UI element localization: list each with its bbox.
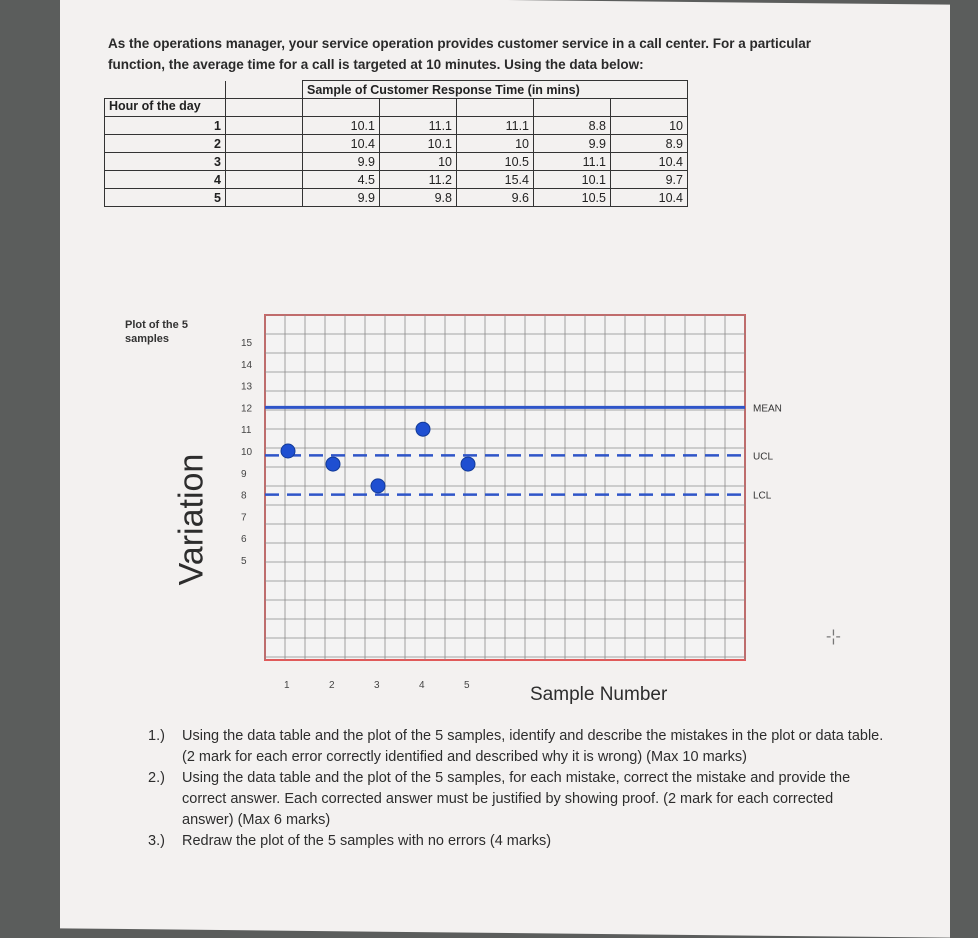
y-tick-label: 11 (241, 425, 252, 437)
x-tick-label: 3 (374, 680, 380, 691)
question-item: 1.) Using the data table and the plot of the 5 samples, identify and describe the mistakes in the plot or data table. (2 mark for each error correctly identified and described why it is wrong) (Max 10 marks) (148, 728, 884, 765)
y-tick-label: 14 (241, 359, 253, 371)
y-tick-label: 8 (241, 490, 247, 502)
y-tick-label: 13 (241, 381, 253, 393)
table-row: 4 4.5 11.2 15.4 10.1 9.7 (105, 171, 688, 189)
table-row: 5 9.9 9.8 9.6 10.5 10.4 (105, 189, 688, 207)
hour-header: Hour of the day (105, 99, 226, 117)
table-header-row (105, 81, 688, 99)
x-tick-label: 5 (464, 680, 470, 691)
y-tick-label: 9 (241, 468, 247, 480)
x-axis-title: Sample Number (530, 684, 668, 705)
data-point (281, 444, 295, 458)
y-tick-label: 12 (241, 403, 253, 415)
ucl-label: UCL (753, 451, 774, 463)
response-time-table (104, 80, 688, 207)
question-list (148, 726, 888, 852)
y-tick-label: 10 (241, 447, 253, 458)
control-chart (230, 310, 810, 705)
x-tick-label: 2 (329, 680, 335, 691)
data-point (416, 422, 430, 436)
question-item: 2.) Using the data table and the plot of the 5 samples, for each mistake, correct the mistake and provide the correct answer. Each corrected answer must be justified by showing proof. (2 mark for each corrected answer) (Max 6 marks) (148, 770, 851, 828)
x-tick-label: 1 (284, 680, 290, 691)
question-item: 3.) Redraw the plot of the 5 samples with no errors (4 marks) (148, 833, 552, 849)
intro-text: As the operations manager, your service operation provides customer service in a call center. For a particular function, the average time for a call is targeted at 10 minutes. Using the data below: (108, 36, 812, 72)
table-row: 2 10.4 10.1 10 9.9 8.9 (105, 135, 688, 153)
plot-label: Plot of the 5 samples (125, 319, 188, 345)
y-tick-label: 15 (241, 338, 253, 349)
mean-label: MEAN (753, 403, 782, 415)
table-row: 1 10.1 11.1 11.1 8.8 10 (105, 117, 688, 135)
sample-header: Sample of Customer Response Time (in mins) (303, 81, 688, 99)
data-point (461, 457, 475, 471)
y-tick-label: 6 (241, 534, 247, 546)
data-point (326, 457, 340, 471)
table-row: 3 9.9 10 10.5 11.1 10.4 (105, 153, 688, 171)
crop-mark-icon: -¦- (826, 628, 841, 645)
y-tick-label: 5 (241, 556, 247, 567)
lcl-label: LCL (753, 490, 772, 502)
y-axis-title: Variation (172, 453, 211, 586)
x-tick-label: 4 (419, 680, 425, 691)
y-tick-label: 7 (241, 512, 247, 524)
data-point (371, 479, 385, 493)
